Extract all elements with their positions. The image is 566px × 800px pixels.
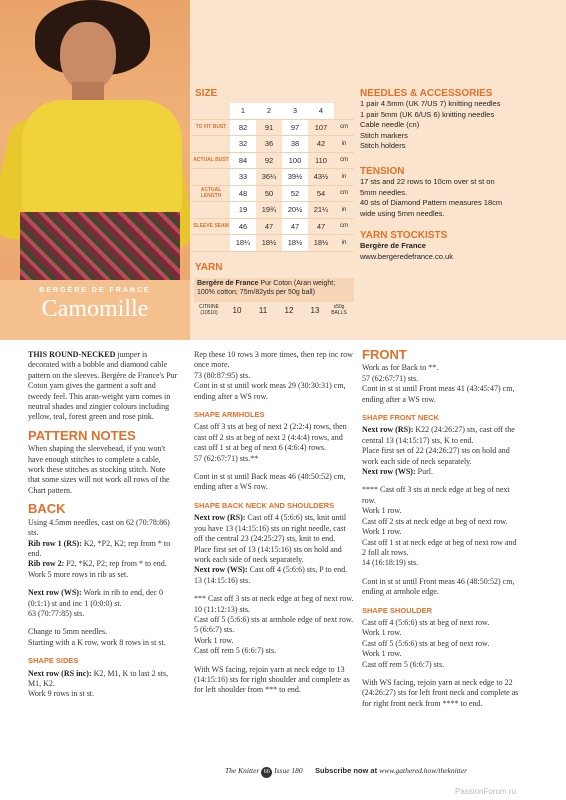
instruction: Work 1 row. (194, 635, 234, 645)
size-value: 50 (256, 185, 282, 202)
pattern-notes-text: When shaping the sleevehead, if you won't have enough stitches to complete a cable, work these stitches as stocking stitch. Note that some sizes will not work all rows of the Chart pattern. (28, 444, 170, 495)
instruction: **** Cast off 3 sts at neck edge at beg of next row. (362, 485, 510, 505)
designer-brand: BERGÈRE DE FRANCE (39, 287, 151, 294)
size-unit: cm (334, 119, 354, 136)
size-unit: in (334, 169, 354, 186)
size-row-label: ACTUAL LENGTH (192, 185, 230, 202)
footer-subscribe: Subscribe now at www.gathered.how/theknitter (315, 766, 468, 775)
instruction: Work 5 more rows in rib as set. (28, 569, 129, 579)
instruction: Work 1 row. (362, 527, 402, 537)
yarn-quantities (194, 302, 354, 318)
needle-item: Stitch holders (360, 141, 406, 150)
size-row (192, 169, 354, 186)
yarn-qty: 13 (310, 305, 320, 315)
size-row-label: TO FIT BUST (192, 119, 230, 136)
size-value: 18½ (282, 235, 308, 252)
size-row (192, 218, 354, 235)
instruction: 14 (16:18:19) sts. (362, 558, 419, 568)
size-row-label: SLEEVE SEAM (192, 218, 230, 235)
intro-lead: THIS ROUND-NECKED (28, 350, 116, 359)
yarn-qty: 11 (258, 305, 268, 315)
size-col: 1 (230, 103, 256, 119)
size-row (192, 152, 354, 169)
shape-front-neck-heading: SHAPE FRONT NECK (362, 413, 440, 423)
instruction: Cont in st st until work meas 29 (30:30:31) cm, ending after a WS row. (194, 381, 346, 401)
shape-shoulder-heading: SHAPE SHOULDER (362, 605, 433, 615)
footer-magazine: The Knitter 66 Issue 180 (225, 766, 303, 778)
column-3: FRONT Work as for Back to **. 57 (62:67:71) sts. Cont in st st until Front meas 41 (43:45:47) cm, ending after a WS row. SHAPE FRONT NECK Next row (RS): K22 (24:26:27) sts, cast off the central 13 (14:15:17) sts, K to end. Place first set of 22 (24:26:27) sts on hold and work each side of neck separately. Next row (WS): Purl. **** Cast off 3 sts at neck edge at beg of next row. Work 1 row. Cast off 2 sts at neck edge at beg of next row. Work 1 row. Cast off 1 st at neck edge at beg of next row and 2 foll alt rows. 14 (16:18:19) sts. Cont in st st until Front meas 46 (48:50:52) cm, ending at armhole edge. SHAPE SHOULDER Cast off 4 (5:6:6) sts at beg of next row. Work 1 row. Cast off 5 (5:6:6) sts at beg of next row. Work 1 row. Cast off rem 5 (6:6:7) sts. With WS facing, rejoin yarn at neck edge to 22 (24:26:27) sts for left front neck and complete as for right front neck from **** to end. (362, 350, 522, 717)
size-value: 19 (230, 202, 256, 219)
size-value: 39½ (282, 169, 308, 186)
instruction: Cast off 3 sts at beg of next 2 (2:2:4) rows, then cast off 2 sts at beg of next 2 (4:4:4) rows, and cast off 1 st at beg of next 6 (4:6:4) rows. (194, 422, 347, 453)
needle-item: 1 pair 5mm (UK 6/US 6) knitting needles (360, 109, 495, 119)
stockist-name: Bergère de France (360, 241, 426, 250)
size-value: 92 (256, 152, 282, 169)
size-value: 48 (230, 185, 256, 202)
instruction: 13 (14:15:16) sts. (194, 575, 251, 585)
size-value: 21¼ (308, 202, 334, 219)
yarn-heading: YARN (195, 262, 223, 273)
instruction: Cont in st st until Front meas 41 (43:45:47) cm, ending after a WS row. (362, 384, 515, 404)
size-value: 36¼ (256, 169, 282, 186)
yarn-colour: CITRINE (10510) (199, 304, 219, 316)
size-value: 32 (230, 136, 256, 153)
size-value: 47 (308, 218, 334, 235)
instruction: Work 1 row. (362, 628, 402, 638)
size-value: 18¼ (230, 235, 256, 252)
size-row-label (192, 202, 230, 219)
size-value: 20½ (282, 202, 308, 219)
size-unit: cm (334, 152, 354, 169)
pattern-title: Camomille (41, 296, 149, 322)
tension-line: 40 sts of Diamond Pattern measures 18cm wide using 5mm needles. (360, 198, 503, 218)
size-value: 18½ (256, 235, 282, 252)
instruction: 57 (62:67:71) sts. (362, 373, 419, 383)
size-value: 100 (282, 152, 308, 169)
instruction: Change to 5mm needles. (28, 627, 108, 637)
instruction: Cast off 2 sts at neck edge at beg of next row. (362, 516, 508, 526)
size-row (192, 119, 354, 136)
column-1: THIS ROUND-NECKED jumper is decorated with a bobble and diamond cable pattern on the sleeves. Bergère de France's Pur Coton yarn gives the garment a soft and tweedy feel. This aran-weight yarn comes in neutral shades and zingier colours including yellow, teal, forest green and rose pink. PATTERN NOTES When shaping the sleevehead, if you won't have enough stitches to complete a cable, work these stitches as stocking stitch. Note that some sizes will not work all rows of the Chart pattern. BACK Using 4.5mm needles, cast on 62 (70:78:86) sts. Rib row 1 (RS): K2, *P2, K2; rep from * to end. Rib row 2: P2, *K2, P2; rep from * to end. Work 5 more rows in rib as set. Next row (WS): Work in rib to end, dec 0 (0:1:1) st and inc 1 (0:0:0) st. 63 (70:77:85) sts. Change to 5mm needles. Starting with a K row, work 8 rows in st st. SHAPE SIDES Next row (RS inc): K2, M1, K to last 2 sts, M1, K2. Work 9 rows in st st. (28, 350, 178, 699)
intro-text: jumper is decorated with a bobble and diamond cable pattern on the sleeves. Bergère de France's Pur Coton yarn gives the garment a soft and tweedy feel. This aran-weight yarn comes in neutral shades and zingier colours including yellow, teal, forest green and rose pink. (28, 350, 178, 422)
size-value: 82 (230, 119, 256, 136)
shape-sides-heading: SHAPE SIDES (28, 656, 79, 666)
size-unit: in (334, 235, 354, 252)
size-row (192, 235, 354, 252)
column-2: Rep these 10 rows 3 more times, then rep inc row once more. 73 (80:87:95) sts. Cont in st st until work meas 29 (30:30:31) cm, ending after a WS row. SHAPE ARMHOLES Cast off 3 sts at beg of next 2 (2:2:4) rows, then cast off 2 sts at beg of next 2 (4:4:4) rows, and cast off 1 st at beg of next 6 (4:6:4) rows. 57 (62:67:71) sts.** Cont in st st until Back meas 46 (48:50:52) cm, ending after a WS row. SHAPE BACK NECK AND SHOULDERS Next row (RS): Cast off 4 (5:6:6) sts, knit until you have 13 (14:15:16) sts on right needle, cast off the central 23 (24:25:27) sts, knit to end. Place first set of 13 (14:15:16) sts on hold and work each side of neck separately. Next row (WS): Cast off 4 (5:6:6) sts, P to end. 13 (14:15:16) sts. *** Cast off 3 sts at neck edge at beg of next row. 10 (11:12:13) sts. Cast off 5 (5:6:6) sts at armhole edge of next row. 5 (6:6:7) sts. Work 1 row. Cast off rem 5 (6:6:7) sts. With WS facing, rejoin yarn at neck edge to 13 (14:15:16) sts for right shoulder and complete as for left shoulder from *** to end. (194, 350, 354, 695)
size-unit: in (334, 202, 354, 219)
needles-heading: NEEDLES & ACCESSORIES (360, 88, 493, 99)
yarn-spec: Pur Coton (Aran weight; 100% cotton; 75m/82yds per 50g ball) (197, 280, 336, 296)
instruction: Cont in st st until Front meas 46 (48:50:52) cm, ending at armhole edge. (362, 576, 515, 597)
yarn-description (194, 278, 354, 302)
instruction: Cast off 1 st at neck edge at beg of next row and 2 foll alt rows. (362, 537, 517, 557)
size-value: 52 (282, 185, 308, 202)
instruction: With WS facing, rejoin yarn at neck edge to 22 (24:26:27) sts for left front neck and complete as for right front neck from **** to end. (362, 677, 519, 708)
size-value: 38 (282, 136, 308, 153)
size-value: 18½ (308, 235, 334, 252)
needle-item: 1 pair 4.5mm (UK 7/US 7) knitting needles (360, 99, 501, 108)
size-value: 47 (256, 218, 282, 235)
needle-item: Stitch markers (360, 130, 408, 140)
size-col: 3 (282, 103, 308, 119)
size-row-label (192, 235, 230, 252)
size-value: 110 (308, 152, 334, 169)
size-row-label (192, 136, 230, 153)
instruction: Cast off rem 5 (6:6:7) sts. (194, 646, 277, 656)
size-value: 84 (230, 152, 256, 169)
size-value: 47 (282, 218, 308, 235)
size-value: 36 (256, 136, 282, 153)
watermark: PassionForum.ru (455, 787, 516, 796)
size-col: 4 (308, 103, 334, 119)
back-heading: BACK (28, 501, 66, 517)
size-heading: SIZE (195, 88, 218, 99)
size-row-label: ACTUAL BUST (192, 152, 230, 169)
size-table (192, 103, 354, 252)
size-value: 107 (308, 119, 334, 136)
pattern-notes-heading: PATTERN NOTES (28, 427, 136, 443)
instruction: Place first set of 22 (24:26:27) sts on hold and work each side of neck separately. (362, 446, 510, 466)
instruction: Starting with a K row, work 8 rows in st st. (28, 637, 166, 647)
instruction: 73 (80:87:95) sts. (194, 370, 251, 380)
instruction: Work 1 row. (362, 649, 402, 659)
size-row-label (192, 169, 230, 186)
size-value: 19¾ (256, 202, 282, 219)
size-row (192, 185, 354, 202)
size-row (192, 136, 354, 153)
size-value: 33 (230, 169, 256, 186)
size-unit: cm (334, 185, 354, 202)
yarn-unit: x50g BALLS (331, 304, 347, 316)
shape-back-neck-heading: SHAPE BACK NECK AND SHOULDERS (194, 500, 335, 510)
page-number: 66 (261, 767, 272, 778)
instruction: 63 (70:77:85) sts. (28, 608, 85, 618)
size-value: 91 (256, 119, 282, 136)
front-heading: FRONT (362, 347, 407, 362)
size-unit: cm (334, 218, 354, 235)
size-unit: in (334, 136, 354, 153)
instruction: Work as for Back to **. (362, 363, 439, 373)
instruction: Rep these 10 rows 3 more times, then rep inc row once more. (194, 350, 353, 370)
instruction: Cast off 4 (5:6:6) sts at beg of next row. (362, 617, 490, 627)
stockist-url[interactable]: www.bergeredefrance.co.uk (360, 251, 453, 261)
instruction: 57 (62:67:71) sts.** (194, 453, 259, 463)
instruction: Using 4.5mm needles, cast on 62 (70:78:86) sts. (28, 517, 170, 538)
subscribe-link[interactable]: www.gathered.how/theknitter (379, 766, 468, 775)
instruction: Work 1 row. (362, 506, 402, 516)
instruction: Cast off 5 (5:6:6) sts at beg of next row. (362, 638, 490, 648)
tension-line: 17 sts and 22 rows to 10cm over st st on 5mm needles. (360, 177, 495, 197)
instruction: Cont in st st until Back meas 46 (48:50:52) cm, ending after a WS row. (194, 472, 346, 492)
needles-section (360, 88, 560, 152)
size-value: 42 (308, 136, 334, 153)
shape-armholes-heading: SHAPE ARMHOLES (194, 410, 265, 420)
size-value: 46 (230, 218, 256, 235)
yarn-qty: 10 (232, 305, 242, 315)
size-value: 43½ (308, 169, 334, 186)
instruction: Work 9 rows in st st. (28, 689, 95, 699)
instruction: *** Cast off 3 sts at neck edge at beg of next row. 10 (11:12:13) sts. (194, 594, 354, 614)
yarn-qty: 12 (284, 305, 294, 315)
instruction: Place first set of 13 (14:15:16) sts on hold and work each side of neck separately. (194, 544, 342, 564)
stockists-section (360, 230, 560, 262)
size-col: 2 (256, 103, 282, 119)
yarn-brand: Bergère de France (197, 280, 259, 287)
size-value: 54 (308, 185, 334, 202)
size-value: 97 (282, 119, 308, 136)
tension-section (360, 166, 510, 219)
instruction: Cast off 5 (5:6:6) sts at armhole edge of next row. 5 (6:6:7) sts. (194, 614, 354, 635)
instruction: Cast off rem 5 (6:6:7) sts. (362, 659, 445, 669)
needle-item: Cable needle (cn) (360, 120, 420, 129)
instruction: With WS facing, rejoin yarn at neck edge to 13 (14:15:16) sts for right shoulder and complete as for left shoulder from *** to end. (194, 664, 350, 695)
tension-heading: TENSION (360, 166, 405, 177)
stockists-heading: YARN STOCKISTS (360, 230, 448, 241)
size-row (192, 202, 354, 219)
